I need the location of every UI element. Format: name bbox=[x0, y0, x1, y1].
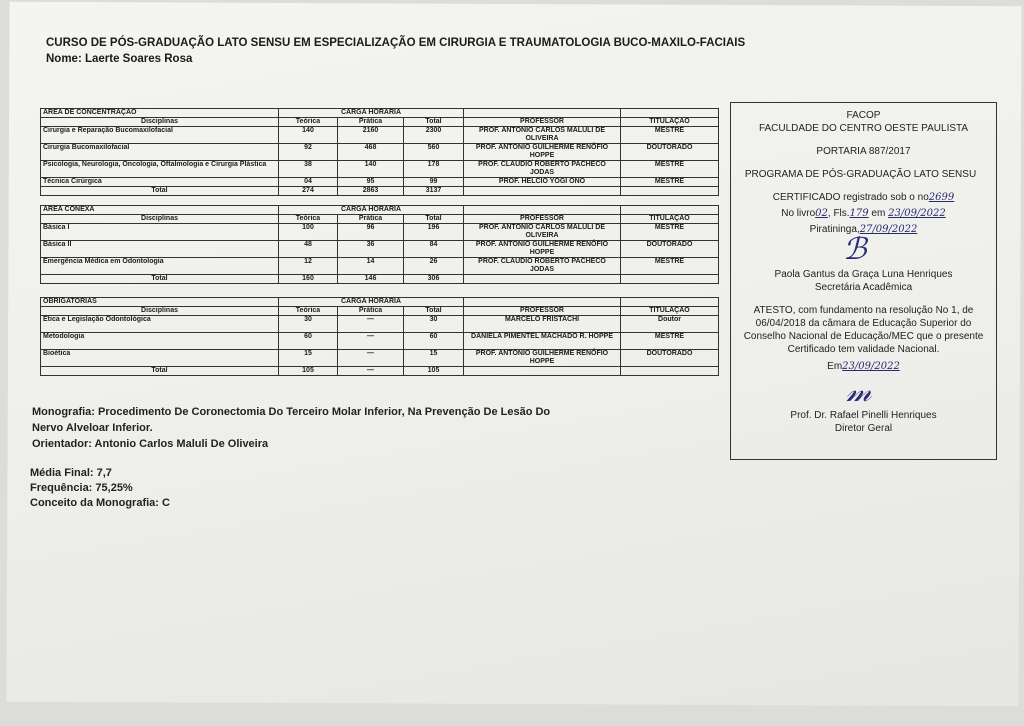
frequencia: Frequência: 75,25% bbox=[30, 482, 133, 494]
total-label: Total bbox=[41, 275, 279, 284]
titulacao: MESTRE bbox=[621, 127, 719, 144]
pratica: — bbox=[338, 316, 404, 333]
empty-cell bbox=[621, 187, 719, 196]
teorica: 48 bbox=[279, 241, 338, 258]
teorica: 140 bbox=[279, 127, 338, 144]
col-total: Total bbox=[404, 307, 464, 316]
teorica: 04 bbox=[279, 178, 338, 187]
table-header-row bbox=[41, 215, 719, 224]
secretaria-signature: ℬ bbox=[843, 232, 867, 267]
table-header-row bbox=[41, 307, 719, 316]
col-professor: PROFESSOR bbox=[464, 118, 621, 127]
disciplina: Metodologia bbox=[41, 333, 279, 350]
carga-horaria-header: CARGA HORARIA bbox=[279, 109, 464, 118]
total: 30 bbox=[404, 316, 464, 333]
programa: PROGRAMA DE PÓS-GRADUAÇÃO LATO SENSU bbox=[744, 169, 977, 180]
facop-label: FACOP bbox=[846, 110, 881, 121]
section-title: AREA CONEXA bbox=[41, 206, 279, 215]
faculdade-name: FACULDADE DO CENTRO OESTE PAULISTA bbox=[758, 123, 969, 134]
table-row bbox=[41, 333, 719, 350]
pratica: 2160 bbox=[338, 127, 404, 144]
table-total-row bbox=[41, 275, 719, 284]
table-row bbox=[41, 161, 719, 178]
titulacao: MESTRE bbox=[621, 178, 719, 187]
professor: DANIELA PIMENTEL MACHADO R. HOPPE bbox=[464, 333, 621, 350]
col-titulacao: TITULAÇAO bbox=[621, 307, 719, 316]
document-header bbox=[46, 35, 745, 67]
col-total: Total bbox=[404, 118, 464, 127]
teorica: 15 bbox=[279, 350, 338, 367]
col-teorica: Teórica bbox=[279, 307, 338, 316]
col-disciplinas: Disciplinas bbox=[41, 118, 279, 127]
empty-cell bbox=[464, 275, 621, 284]
teorica: 92 bbox=[279, 144, 338, 161]
empty-cell bbox=[621, 109, 719, 118]
diretor-role: Diretor Geral bbox=[834, 423, 893, 434]
disciplina: Básica I bbox=[41, 224, 279, 241]
table-header-row bbox=[41, 118, 719, 127]
titulacao: MESTRE bbox=[621, 258, 719, 275]
col-teorica: Teórica bbox=[279, 215, 338, 224]
titulacao: DOUTORADO bbox=[621, 350, 719, 367]
col-pratica: Prática bbox=[338, 307, 404, 316]
table-area-conexa bbox=[40, 205, 719, 284]
livro-line: No livro02, Fls.179 em 23/09/2022 bbox=[781, 208, 946, 219]
carga-horaria-header: CARGA HORARIA bbox=[279, 298, 464, 307]
certificate-registration-box bbox=[730, 102, 997, 460]
total: 26 bbox=[404, 258, 464, 275]
atesto-text: ATESTO, com fundamento na resolução No 1, de 06/04/2018 da câmara de Educação Superior do Conselho Nacional de Educação/MEC que o presente Certificado tem validade Nacional. bbox=[743, 305, 984, 355]
total: 2300 bbox=[404, 127, 464, 144]
pratica: 140 bbox=[338, 161, 404, 178]
total: 99 bbox=[404, 178, 464, 187]
empty-cell bbox=[621, 298, 719, 307]
col-disciplinas: Disciplinas bbox=[41, 307, 279, 316]
col-total: Total bbox=[404, 215, 464, 224]
teorica: 30 bbox=[279, 316, 338, 333]
professor: PROF. CLAUDIO ROBERTO PACHECO JODAS bbox=[464, 258, 621, 275]
total: 15 bbox=[404, 350, 464, 367]
teorica: 60 bbox=[279, 333, 338, 350]
course-title: CURSO DE PÓS-GRADUAÇÃO LATO SENSU EM ESPECIALIZAÇÃO EM CIRURGIA E TRAUMATOLOGIA BUCO-MAXILO-FACIAIS bbox=[46, 37, 746, 49]
titulacao: MESTRE bbox=[621, 333, 719, 350]
professor: MARCELO FRISTACHI bbox=[464, 316, 621, 333]
professor: PROF. ANTONIO GUILHERME RENÓFIO HOPPE bbox=[464, 144, 621, 161]
titulacao: MESTRE bbox=[621, 224, 719, 241]
pratica: — bbox=[338, 350, 404, 367]
disciplina: Básica II bbox=[41, 241, 279, 258]
col-pratica: Prática bbox=[338, 215, 404, 224]
col-professor: PROFESSOR bbox=[464, 307, 621, 316]
empty-cell bbox=[464, 206, 621, 215]
professor: PROF. ANTONIO GUILHERME RENÓFIO HOPPE bbox=[464, 241, 621, 258]
disciplina: Psicologia, Neurologia, Oncologia, Oftalmologia e Cirurgia Plástica bbox=[41, 161, 279, 178]
table-title-row bbox=[41, 298, 719, 307]
total: 60 bbox=[404, 333, 464, 350]
grades-section bbox=[30, 466, 170, 511]
empty-cell bbox=[621, 206, 719, 215]
conceito-monografia: Conceito da Monografia: C bbox=[30, 497, 170, 509]
media-final: Média Final: 7,7 bbox=[30, 467, 112, 479]
table-row bbox=[41, 127, 719, 144]
teorica: 274 bbox=[279, 187, 338, 196]
disciplina: Emergência Médica em Odontologia bbox=[41, 258, 279, 275]
titulacao: DOUTORADO bbox=[621, 144, 719, 161]
col-professor: PROFESSOR bbox=[464, 215, 621, 224]
table-row bbox=[41, 178, 719, 187]
table-row bbox=[41, 350, 719, 367]
table-row bbox=[41, 224, 719, 241]
empty-cell bbox=[464, 109, 621, 118]
pratica: — bbox=[338, 333, 404, 350]
teorica: 160 bbox=[279, 275, 338, 284]
diretor-name: Prof. Dr. Rafael Pinelli Henriques bbox=[790, 410, 937, 421]
teorica: 105 bbox=[279, 367, 338, 376]
col-titulacao: TITULAÇAO bbox=[621, 215, 719, 224]
monografia-title: Monografia: Procedimento De Coronectomia Do Terceiro Molar Inferior, Na Prevenção De Lesão Do Nervo Alveloar Inferior. bbox=[32, 406, 551, 434]
secretaria-name: Paola Gantus da Graça Luna Henriques bbox=[774, 269, 953, 280]
disciplina: Cirurgia Bucomaxilofacial bbox=[41, 144, 279, 161]
local-line: Piratininga,27/09/2022 bbox=[809, 224, 918, 235]
empty-cell bbox=[464, 187, 621, 196]
titulacao: DOUTORADO bbox=[621, 241, 719, 258]
col-disciplinas: Disciplinas bbox=[41, 215, 279, 224]
pratica: 146 bbox=[338, 275, 404, 284]
col-titulacao: TITULAÇAO bbox=[621, 118, 719, 127]
student-name: Nome: Laerte Soares Rosa bbox=[46, 53, 193, 65]
table-row bbox=[41, 144, 719, 161]
section-title: AREA DE CONCENTRAÇAO bbox=[41, 109, 279, 118]
table-total-row bbox=[41, 187, 719, 196]
monografia-section bbox=[32, 404, 572, 452]
secretaria-role: Secretária Acadêmica bbox=[814, 282, 913, 293]
total-label: Total bbox=[41, 367, 279, 376]
registro-line: CERTIFICADO registrado sob o no2699 bbox=[772, 192, 955, 203]
table-row bbox=[41, 241, 719, 258]
empty-cell bbox=[621, 367, 719, 376]
carga-horaria-header: CARGA HORARIA bbox=[279, 206, 464, 215]
pratica: 96 bbox=[338, 224, 404, 241]
total: 178 bbox=[404, 161, 464, 178]
empty-cell bbox=[621, 275, 719, 284]
pratica: — bbox=[338, 367, 404, 376]
total: 306 bbox=[404, 275, 464, 284]
titulacao: Doutor bbox=[621, 316, 719, 333]
pratica: 468 bbox=[338, 144, 404, 161]
empty-cell bbox=[464, 367, 621, 376]
total: 105 bbox=[404, 367, 464, 376]
table-row bbox=[41, 258, 719, 275]
table-title-row bbox=[41, 109, 719, 118]
total: 196 bbox=[404, 224, 464, 241]
table-row bbox=[41, 316, 719, 333]
total: 84 bbox=[404, 241, 464, 258]
disciplina: Bioética bbox=[41, 350, 279, 367]
table-title-row bbox=[41, 206, 719, 215]
teorica: 100 bbox=[279, 224, 338, 241]
diretor-signature: 𝓂 bbox=[846, 374, 872, 409]
total-label: Total bbox=[41, 187, 279, 196]
professor: PROF. ANTONIO CARLOS MALULI DE OLIVEIRA bbox=[464, 224, 621, 241]
portaria: PORTARIA 887/2017 bbox=[816, 146, 911, 157]
pratica: 2863 bbox=[338, 187, 404, 196]
professor: PROF. ANTONIO CARLOS MALULI DE OLIVEIRA bbox=[464, 127, 621, 144]
table-obrigatorias bbox=[40, 297, 719, 376]
pratica: 14 bbox=[338, 258, 404, 275]
table-total-row bbox=[41, 367, 719, 376]
pratica: 36 bbox=[338, 241, 404, 258]
professor: PROF. ANTONIO GUILHERME RENÓFIO HOPPE bbox=[464, 350, 621, 367]
disciplina: Cirurgia e Reparação Bucomaxilofacial bbox=[41, 127, 279, 144]
table-area-concentracao bbox=[40, 108, 719, 196]
teorica: 38 bbox=[279, 161, 338, 178]
col-pratica: Prática bbox=[338, 118, 404, 127]
total: 3137 bbox=[404, 187, 464, 196]
disciplina: Etica e Legislação Odontológica bbox=[41, 316, 279, 333]
section-title: OBRIGATORIAS bbox=[41, 298, 279, 307]
professor: PROF. CLAUDIO ROBERTO PACHECO JODAS bbox=[464, 161, 621, 178]
disciplina: Técnica Cirúrgica bbox=[41, 178, 279, 187]
atesto-date: Em23/09/2022 bbox=[827, 361, 900, 372]
professor: PROF. HELCIO YOGI ONO bbox=[464, 178, 621, 187]
empty-cell bbox=[464, 298, 621, 307]
orientador: Orientador: Antonio Carlos Maluli De Oliveira bbox=[32, 438, 269, 450]
col-teorica: Teórica bbox=[279, 118, 338, 127]
total: 560 bbox=[404, 144, 464, 161]
pratica: 95 bbox=[338, 178, 404, 187]
teorica: 12 bbox=[279, 258, 338, 275]
titulacao: MESTRE bbox=[621, 161, 719, 178]
